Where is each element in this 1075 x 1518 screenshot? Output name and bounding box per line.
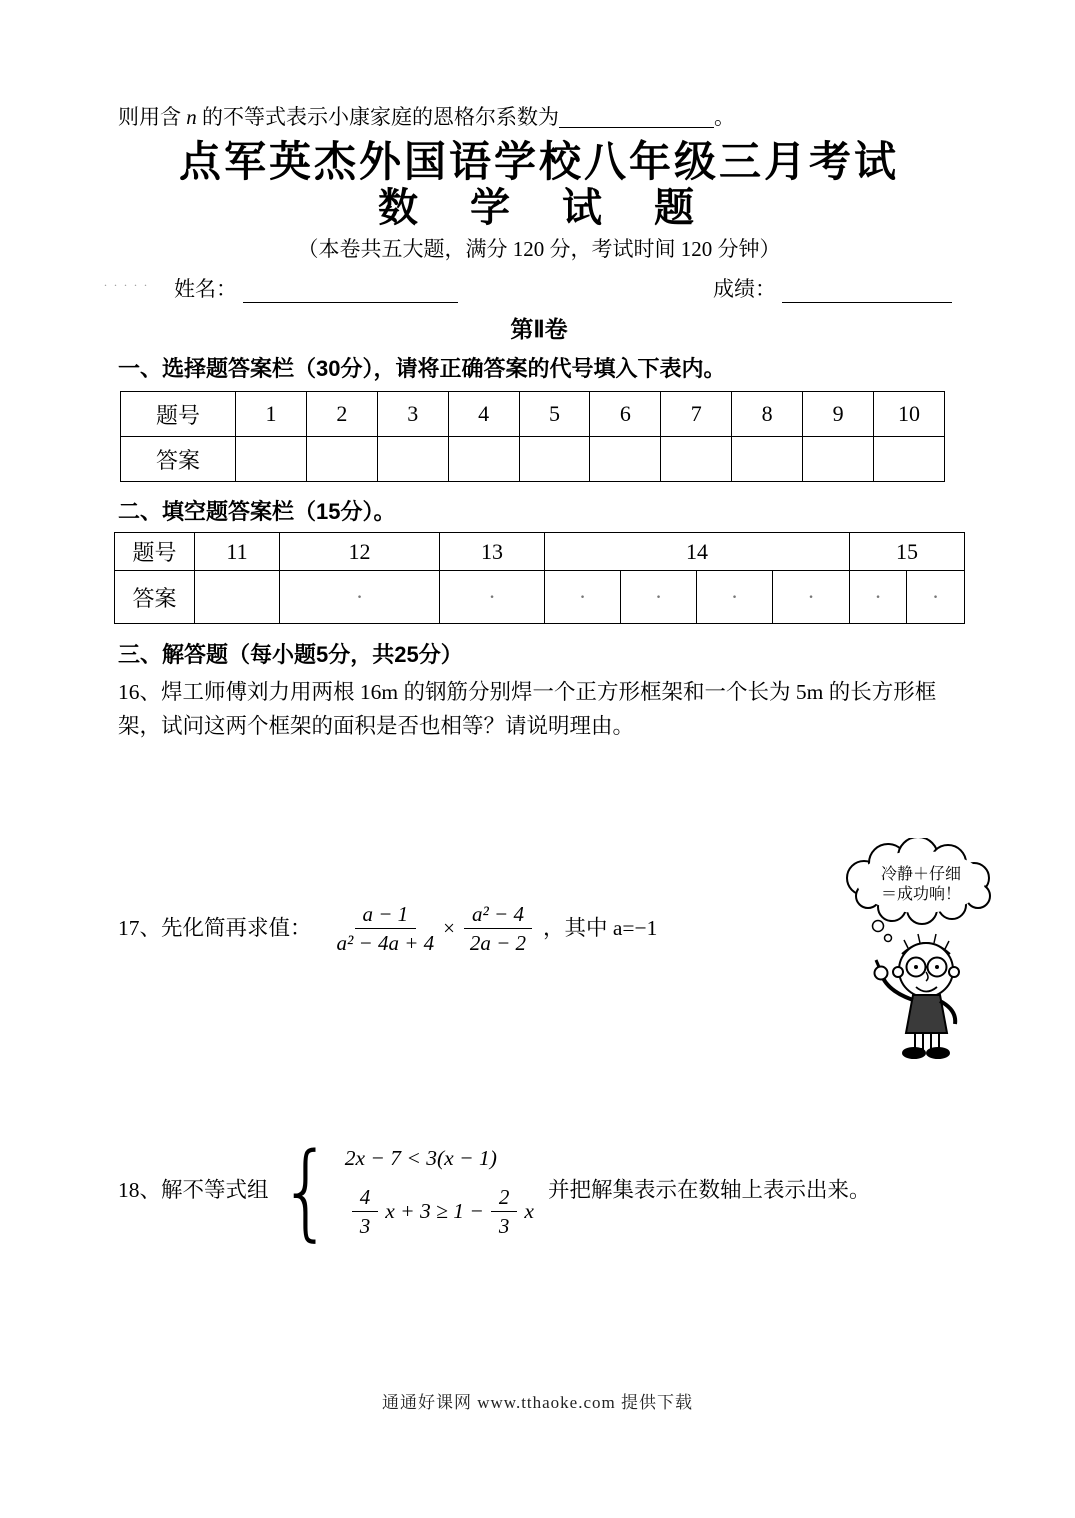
choice-col-header: 2 xyxy=(306,392,377,437)
inequality-fraction-1 xyxy=(352,1184,379,1240)
fill-answer-cell xyxy=(195,571,280,624)
section-choice-title: 一、选择题答案栏（30分），请将正确答案的代号填入下表内。 xyxy=(118,356,726,382)
problem-17-condition: ，其中 a=−1 xyxy=(542,916,658,941)
fill-col-header: 14 xyxy=(545,533,850,571)
fill-col-header: 13 xyxy=(440,533,545,571)
problem-18-label: 18、解不等式组 xyxy=(118,1178,269,1203)
fill-header-row xyxy=(115,533,965,571)
choice-row-label: 题号 xyxy=(121,392,236,437)
problem-17-fraction-2 xyxy=(464,901,532,957)
choice-answer-cell xyxy=(306,437,377,482)
fraction-denominator: 2a − 2 xyxy=(469,931,527,956)
choice-answer-cell xyxy=(590,437,661,482)
problem-18-instruction: 并把解集表示在数轴上表示出来。 xyxy=(547,1178,871,1203)
fraction-numerator: 4 xyxy=(352,1184,379,1212)
inequality-line-1: 2x − 7 < 3(x − 1) xyxy=(344,1146,497,1171)
choice-answer-cell xyxy=(519,437,590,482)
fill-answer-table xyxy=(114,532,965,624)
fill-col-header: 12 xyxy=(280,533,440,571)
fraction-numerator: a² − 4 xyxy=(464,901,532,929)
choice-answer-label: 答案 xyxy=(121,437,236,482)
multiplication-operator: × xyxy=(443,916,455,941)
fill-answer-cell: · xyxy=(850,571,907,624)
inequality-system xyxy=(345,1142,534,1239)
problem-17-label: 17、先化简再求值： xyxy=(118,916,312,941)
fill-answer-cell: · xyxy=(280,571,440,624)
intro-variable: n xyxy=(186,105,197,129)
choice-answer-table xyxy=(120,391,945,482)
volume-title: 第Ⅱ卷 xyxy=(510,316,568,343)
fraction-denominator: 3 xyxy=(359,1213,371,1238)
speech-bubble-line-1: 冷静＋仔细 xyxy=(880,866,962,883)
choice-answer-cell xyxy=(661,437,732,482)
problem-17-fraction-1 xyxy=(337,901,435,957)
fill-answer-cell: · xyxy=(440,571,545,624)
inequality-fraction-2 xyxy=(491,1184,518,1240)
choice-col-header: 5 xyxy=(519,392,590,437)
fill-answer-cell: · xyxy=(621,571,697,624)
score-label: 成绩： xyxy=(713,277,776,302)
exam-note: （本卷共五大题，满分 120 分，考试时间 120 分钟） xyxy=(297,237,781,262)
choice-answer-cell xyxy=(803,437,874,482)
fill-answer-cell: · xyxy=(773,571,850,624)
subject-title: 数 学 试 题 xyxy=(378,185,700,232)
name-score-row xyxy=(104,273,960,303)
fill-answer-label: 答案 xyxy=(115,571,195,624)
score-blank-line xyxy=(782,281,952,303)
footer-watermark: 通通好课网 www.tthaoke.com 提供下载 xyxy=(381,1393,694,1412)
fraction-denominator: 3 xyxy=(498,1213,510,1238)
fraction-numerator: a − 1 xyxy=(355,901,417,929)
inequality-line-2 xyxy=(345,1184,534,1240)
fraction-numerator: 2 xyxy=(491,1184,518,1212)
choice-answer-row xyxy=(121,437,945,482)
fill-row-label: 题号 xyxy=(115,533,195,571)
choice-col-header: 9 xyxy=(803,392,874,437)
intro-line xyxy=(118,102,960,132)
choice-answer-cell xyxy=(377,437,448,482)
inequality-middle: x + 3 ≥ 1 − xyxy=(385,1198,484,1223)
intro-blank-line xyxy=(559,106,714,128)
choice-col-header: 3 xyxy=(377,392,448,437)
school-title: 点军英杰外国语学校八年级三月考试 xyxy=(178,137,899,186)
section-solve-title: 三、解答题（每小题5分，共25分） xyxy=(118,642,463,668)
inequality-variable: x xyxy=(524,1198,534,1223)
choice-col-header: 4 xyxy=(448,392,519,437)
margin-dots: . . . . . xyxy=(104,275,149,290)
page-content xyxy=(104,102,960,1252)
choice-answer-cell xyxy=(874,437,945,482)
intro-prefix: 则用含 xyxy=(118,105,187,129)
fraction-denominator: a² − 4a + 4 xyxy=(336,931,435,956)
section-fill-title: 二、填空题答案栏（15分）。 xyxy=(118,499,396,525)
choice-col-header: 6 xyxy=(590,392,661,437)
problem-18 xyxy=(118,1129,960,1252)
fill-col-header: 11 xyxy=(195,533,280,571)
intro-suffix: 的不等式表示小康家庭的恩格尔系数为 xyxy=(196,105,559,129)
choice-header-row xyxy=(121,392,945,437)
fill-answer-cell: · xyxy=(697,571,773,624)
mascot-illustration xyxy=(826,838,1016,1068)
name-blank-line xyxy=(243,281,458,303)
mascot-cartoon-icon xyxy=(826,838,1016,1068)
fill-answer-cell: · xyxy=(545,571,621,624)
choice-col-header: 8 xyxy=(732,392,803,437)
system-brace: { xyxy=(279,1129,333,1252)
speech-bubble-line-2: ＝成功响！ xyxy=(880,886,962,903)
fill-col-header: 15 xyxy=(850,533,965,571)
choice-answer-cell xyxy=(448,437,519,482)
fill-answer-cell: · xyxy=(907,571,965,624)
intro-period: 。 xyxy=(714,105,735,129)
choice-col-header: 1 xyxy=(236,392,307,437)
choice-col-header: 10 xyxy=(874,392,945,437)
problem-16-text: 16、焊工师傅刘力用两根 16m 的钢筋分别焊一个正方形框架和一个长为 5m 的长方形框架，试问这两个框架的面积是否也相等？请说明理由。 xyxy=(118,680,937,738)
fill-answer-row xyxy=(115,571,965,624)
choice-col-header: 7 xyxy=(661,392,732,437)
choice-answer-cell xyxy=(732,437,803,482)
name-label: 姓名： xyxy=(174,277,237,302)
choice-answer-cell xyxy=(236,437,307,482)
